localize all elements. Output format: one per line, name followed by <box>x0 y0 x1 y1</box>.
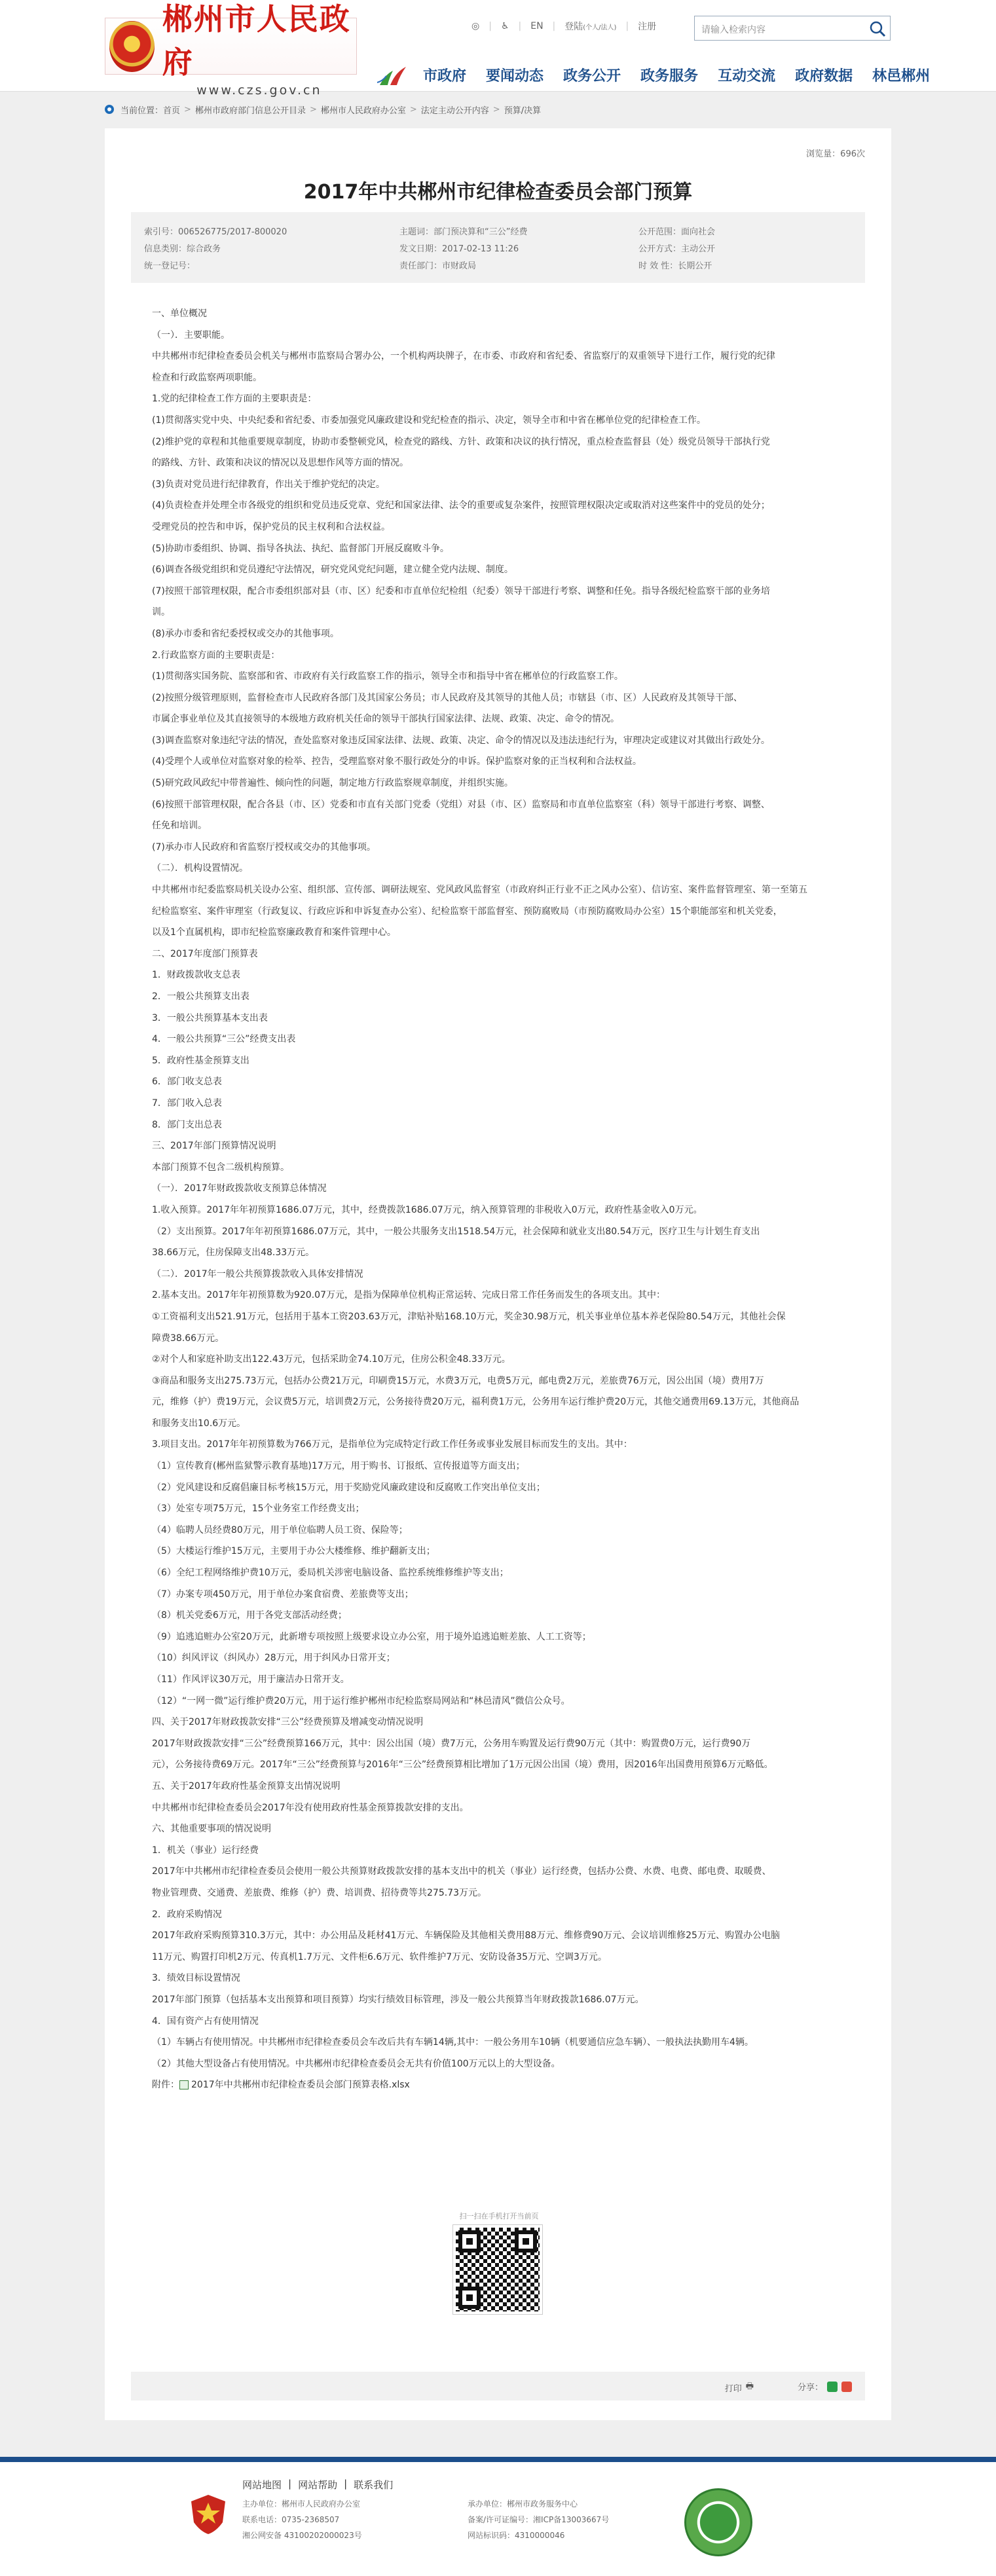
article-paragraph: 2017年部门预算（包括基本支出预算和项目预算）均实行绩效目标管理，涉及一般公共预算当年财政拨款1686.07万元。 <box>152 1994 644 2005</box>
article-paragraph: 检查和行政监察两项职能。 <box>152 372 262 383</box>
article-paragraph: 6．部门收支总表 <box>152 1076 222 1088</box>
footer-sponsor: 主办单位：郴州市人民政府办公室 <box>242 2499 361 2509</box>
article-paragraph: （9）追逃追赃办公室20万元，此新增专项按照上级要求设立办公室，用于境外追逃追赃差旅、人工工资等； <box>152 1631 591 1642</box>
article-paragraph: 的路线、方针、政策和决议的情况以及思想作风等方面的情况。 <box>152 458 409 469</box>
breadcrumb-category[interactable]: 法定主动公开内容 <box>420 105 489 116</box>
article-paragraph: 1.收入预算。2017年年初预算1686.07万元，其中，经费拨款1686.07万元，纳入预算管理的非税收入0万元，政府性基金收入0万元。 <box>152 1204 703 1215</box>
qr-caption: 扫一扫在手机打开当前页 <box>459 2212 539 2220</box>
meta-date: 发文日期：2017-02-13 11:26 <box>399 244 519 254</box>
logo-url: www.czs.gov.cn <box>196 83 322 98</box>
error-finding-certification-icon[interactable] <box>684 2488 752 2556</box>
article-paragraph: 4．一般公共预算“三公”经费支出表 <box>152 1034 296 1045</box>
nav-news[interactable]: 要闻动态 <box>486 67 544 84</box>
nav-linyi-chenzhou[interactable]: 林邑郴州 <box>872 67 931 84</box>
view-count: 浏览量：696次 <box>806 149 865 159</box>
share-bar <box>131 2372 865 2401</box>
search-input[interactable] <box>694 16 891 41</box>
article-paragraph: 1.党的纪律检查工作方面的主要职责是： <box>152 394 317 405</box>
article-paragraph: 2．一般公共预算支出表 <box>152 991 249 1002</box>
article-paragraph: 市属企事业单位及其直接领导的本级地方政府机关任命的领导干部执行国家法律、法规、政策、决定、命令的情况。 <box>152 714 619 725</box>
article-paragraph: (5)协助市委组织、协调、指导各执法、执纪、监督部门开展反腐败斗争。 <box>152 543 449 554</box>
article-paragraph: 7．部门收入总表 <box>152 1097 222 1109</box>
breadcrumb-office[interactable]: 郴州市人民政府办公室 <box>320 105 406 116</box>
article-paragraph: 2017年中共郴州市纪律检查委员会使用一般公共预算财政拨款安排的基本支出中的机关（事业）运行经费，包括办公费、水费、电费、邮电费、取暖费、 <box>152 1866 771 1877</box>
accessibility-icon[interactable]: ♿ <box>500 21 509 31</box>
nav-interaction[interactable]: 互动交流 <box>718 67 776 84</box>
logo-title: 郴州市人民政府 <box>162 1 351 80</box>
article-paragraph: 3.项目支出。2017年年初预算数为766万元，是指单位为完成特定行政工作任务或事业发展目标而发生的支出。其中： <box>152 1439 633 1450</box>
article-paragraph: 元），公务接待费69万元。2017年“三公”经费预算与2016年“三公”经费预算相比增加了1万元因公出国（境）费用，因2016年出国费用预算6万元略低。 <box>152 1759 773 1771</box>
article-paragraph: (2)维护党的章程和其他重要规章制度，协助市委整顿党风，检查党的路线、方针、政策和决议的执行情况，重点检查监督县（处）级党员领导干部执行党 <box>152 436 770 447</box>
english-link[interactable]: EN <box>530 21 544 31</box>
article-paragraph: 3．一般公共预算基本支出表 <box>152 1012 268 1023</box>
footer-links: 网站地图 | 网站帮助 | 联系我们 <box>242 2478 394 2491</box>
print-button[interactable]: 打印 🖶 <box>724 2382 754 2394</box>
meta-department: 责任部门：市财政局 <box>399 261 477 271</box>
article-paragraph: 训。 <box>152 607 170 618</box>
share-block: 分享： <box>798 2380 852 2393</box>
article-paragraph: ①工资福利支出521.91万元，包括用于基本工资203.63万元，津贴补贴168.10万元，奖金30.98万元，机关事业单位基本养老保险80.54万元，其他社会保 <box>152 1311 786 1322</box>
article-paragraph: （二）．机构设置情况。 <box>152 863 248 874</box>
article-paragraph: 本部门预算不包含二级机构预算。 <box>152 1162 289 1173</box>
footer-organizer: 承办单位：郴州市政务服务中心 <box>468 2499 578 2509</box>
article-paragraph: （8）机关党委6万元，用于各党支部活动经费； <box>152 1610 347 1621</box>
article-paragraph: 以及1个直属机构，即市纪检监察廉政教育和案件管理中心。 <box>152 927 396 938</box>
meta-method: 公开方式：主动公开 <box>638 244 716 254</box>
article-paragraph: 2017年政府采购预算310.3万元，其中：办公用品及耗材41万元、车辆保险及其他相关费用88万元、维修费90万元、会议培训维修25万元、购置办公电脑 <box>152 1930 780 1941</box>
nav-government-services[interactable]: 政务服务 <box>640 67 699 84</box>
footer-info-left <box>242 2496 362 2543</box>
article-paragraph: 5．政府性基金预算支出 <box>152 1055 249 1066</box>
login-link[interactable]: 登陆(个人/法人) <box>564 22 617 32</box>
article-paragraph: （1）宣传教育(郴州监狱警示教育基地)17万元，用于购书、订报纸、宣传报道等方面支出； <box>152 1461 525 1472</box>
breadcrumb-directory[interactable]: 郴州市政府部门信息公开目录 <box>194 105 306 116</box>
article-paragraph: 五、关于2017年政府性基金预算支出情况说明 <box>152 1780 341 1792</box>
article-paragraph: 纪检监察室、案件审理室（行政复议、行政应诉和申诉复查办公室）、纪检监察干部监督室、预防腐败局（市预防腐败局办公室）15个职能部室和机关党委， <box>152 906 783 917</box>
weibo-share-icon[interactable] <box>841 2382 852 2392</box>
article-paragraph: 8．部门支出总表 <box>152 1119 222 1130</box>
article-paragraph: (4)负责检查并处理全市各级党的组织和党员违反党章、党纪和国家法律、法令的重要或复杂案件，按照管理权限决定或取消对这些案件中的党员的处分； <box>152 500 770 511</box>
breadcrumb: 当前位置： 首页 > 郴州市政府部门信息公开目录 > 郴州市人民政府办公室 > 法定主动公开内容 > 预算/决算 <box>105 101 541 117</box>
article-paragraph: 中共郴州市纪律检查委员会2017年没有使用政府性基金预算拨款安排的支出。 <box>152 1802 469 1813</box>
article-paragraph: （12）“一网一微”运行维护费20万元，用于运行维护郴州市纪检监察局网站和“林邑清风”微信公众号。 <box>152 1695 570 1706</box>
article-paragraph: 受理党员的控告和申诉，保护党员的民主权利和合法权益。 <box>152 521 390 532</box>
article-paragraph: (8)承办市委和省纪委授权或交办的其他事项。 <box>152 628 339 639</box>
print-icon: 🖶 <box>745 2382 754 2391</box>
article-paragraph: (7)承办市人民政府和省监察厅授权或交办的其他事项。 <box>152 841 376 853</box>
main-nav <box>376 63 930 86</box>
nav-open-government[interactable]: 政务公开 <box>563 67 621 84</box>
article-paragraph: 六、其他重要事项的情况说明 <box>152 1824 271 1835</box>
article-paragraph: （2）党风建设和反腐倡廉目标考核15万元，用于奖励党风廉政建设和反腐败工作突出单位支出； <box>152 1482 545 1493</box>
article-paragraph: 1．机关（事业）运行经费 <box>152 1845 259 1856</box>
article-body <box>152 304 857 2097</box>
site-footer <box>0 2457 996 2576</box>
article-paragraph: 38.66万元，住房保障支出48.33万元。 <box>152 1247 315 1259</box>
article-paragraph: (4)受理个人或单位对监察对象的检举、控告，受理监察对象不服行政处分的申诉。保护监察对象的正当权利和合法权益。 <box>152 756 642 767</box>
article-paragraph: （2）支出预算。2017年年初预算1686.07万元，其中，一般公共服务支出1518.54万元，社会保障和就业支出80.54万元，医疗卫生与计划生育支出 <box>152 1226 760 1237</box>
attachment-row: 附件： 2017年中共郴州市纪律检查委员会部门预算表格.xlsx <box>152 2080 410 2091</box>
article-paragraph: (5)研究政风政纪中带普遍性、倾向性的问题，制定地方行政监察规章制度，并组织实施。 <box>152 778 513 789</box>
article-paragraph: (7)按照干部管理权限，配合市委组织部对县（市、区）纪委和市直单位纪检组（纪委）领导干部进行考察、调整和任免。指导各级纪检监察干部的业务培 <box>152 585 770 597</box>
article-paragraph: 2.基本支出。2017年年初预算数为920.07万元，是指为保障单位机构正常运转、完成日常工作任务而发生的各项支出。其中： <box>152 1290 665 1301</box>
national-emblem-icon <box>109 21 155 72</box>
article-paragraph: （3）处室专项75万元，15个业务室工作经费支出； <box>152 1503 365 1515</box>
nav-city-government[interactable]: 市政府 <box>423 67 467 84</box>
article-paragraph: 2.行政监察方面的主要职责是： <box>152 650 280 661</box>
article-paragraph: （1）车辆占有使用情况。中共郴州市纪律检查委员会车改后共有车辆14辆,其中：一般公务用车10辆（机要通信应急车辆）、一般执法执勤用车4辆。 <box>152 2037 754 2048</box>
article-paragraph: 2．政府采购情况 <box>152 1909 222 1920</box>
article-paragraph: （一）．主要职能。 <box>152 329 230 340</box>
article-paragraph: 物业管理费、交通费、差旅费、维修（护）费、培训费、招待费等共275.73万元。 <box>152 1887 487 1898</box>
footer-site-id: 网站标识码：4310000046 <box>468 2531 565 2540</box>
plant-decoration-icon <box>376 63 410 86</box>
article-paragraph: （一）．2017年财政拨款收支预算总体情况 <box>152 1183 327 1194</box>
footer-icp[interactable]: 备案/许可证编号：湘ICP备13003667号 <box>468 2515 610 2524</box>
article-paragraph: 障费38.66万元。 <box>152 1333 225 1344</box>
article-paragraph: （7）办案专项450万元，用于单位办案食宿费、差旅费等支出； <box>152 1589 414 1600</box>
site-logo[interactable] <box>105 1 357 98</box>
meta-keywords: 主题词：部门预决算和“三公”经费 <box>399 227 528 237</box>
site-header <box>0 0 996 98</box>
qr-code-block <box>453 2211 545 2314</box>
document-metadata <box>131 212 865 283</box>
article-paragraph: 3．绩效目标设置情况 <box>152 1973 240 1984</box>
breadcrumb-home[interactable]: 首页 <box>163 105 181 116</box>
article-paragraph: (3)负责对党员进行纪律教育，作出关于维护党纪的决定。 <box>152 479 385 490</box>
article-paragraph: (6)按照干部管理权限，配合各县（市、区）党委和市直有关部门党委（党组）对县（市、区）监察局和市直单位监察室（科）领导干部进行考察、调整、 <box>152 799 770 810</box>
article-paragraph: （5）大楼运行维护15万元，主要用于办公大楼维修、维护翻新支出； <box>152 1546 435 1557</box>
utility-links: ◎ | ♿ | EN | 登陆(个人/法人) | 注册 <box>471 21 657 32</box>
article-paragraph: 四、关于2017年财政拨款安排“三公”经费预算及增减变动情况说明 <box>152 1717 424 1728</box>
article-paragraph: 元，维修（护）费19万元，会议费5万元，培训费2万元，公务接待费20万元，福利费1万元，公务用车运行维护费20万元，其他交通费用69.13万元，其他商品 <box>152 1397 800 1408</box>
article-paragraph: ②对个人和家庭补助支出122.43万元，包括采助金74.10万元，住房公积金48.33万元。 <box>152 1354 511 1365</box>
article-paragraph: （4）临聘人员经费80万元，用于单位临聘人员工资、保险等； <box>152 1524 408 1536</box>
article-paragraph: (2)按照分级管理原则，监督检查市人民政府各部门及其国家公务员；市人民政府及其领导的其他人员；市辖县（市、区）人民政府及其领导干部、 <box>152 692 743 703</box>
article-paragraph: 中共郴州市纪律检查委员会机关与郴州市监察局合署办公，一个机构两块牌子，在市委、市政府和省纪委、省监察厅的双重领导下进行工作，履行党的纪律 <box>152 351 775 362</box>
article-paragraph: 三、2017年部门预算情况说明 <box>152 1141 276 1152</box>
register-link[interactable]: 注册 <box>638 22 657 32</box>
party-government-badge-icon[interactable] <box>190 2493 227 2535</box>
footer-help-link[interactable]: 网站帮助 <box>298 2479 338 2491</box>
meta-register-no: 统一登记号： <box>144 261 196 271</box>
qr-code-icon <box>453 2225 542 2314</box>
meta-validity: 时 效 性：长期公开 <box>638 261 712 271</box>
wechat-share-icon[interactable] <box>827 2382 838 2392</box>
article-paragraph: (1)贯彻落实党中央、中央纪委和省纪委、市委加强党风廉政建设和党纪检查的指示、决定，领导全市和中省在郴单位党的纪律检查工作。 <box>152 414 706 426</box>
article-paragraph: （10）纠风评议（纠风办）28万元，用于纠风办日常开支； <box>152 1653 396 1664</box>
nav-government-data[interactable]: 政府数据 <box>795 67 853 84</box>
article-paragraph: （二）．2017年一般公共预算拨款收入具体安排情况 <box>152 1268 363 1279</box>
footer-info-right <box>468 2496 609 2543</box>
article-paragraph: （11）作风评议30万元，用于廉洁办日常开支。 <box>152 1674 350 1685</box>
article-paragraph: 4．国有资产占有使用情况 <box>152 2015 259 2027</box>
weibo-icon[interactable]: ◎ <box>471 21 480 31</box>
article-paragraph: 1．财政拨款收支总表 <box>152 970 240 981</box>
article-paragraph: （6）全纪工程网络维护费10万元，委局机关涉密电脑设备、监控系统维修维护等支出； <box>152 1568 509 1579</box>
footer-contact-link[interactable]: 联系我们 <box>354 2479 394 2491</box>
article-paragraph: （2）其他大型设备占有使用情况。中共郴州市纪律检查委员会无共有价值100万元以上的大型设备。 <box>152 2058 561 2069</box>
article-paragraph: 和服务支出10.6万元。 <box>152 1418 246 1429</box>
article-paragraph: (3)调查监察对象违纪守法的情况，查处监察对象违反国家法律、法规、政策、决定、命令的情况以及违法违纪行为，审理决定或建议对其做出行政处分。 <box>152 735 770 746</box>
excel-file-icon <box>179 2080 189 2089</box>
attachment-link[interactable]: 2017年中共郴州市纪律检查委员会部门预算表格.xlsx <box>191 2080 410 2091</box>
meta-category: 信息类别：综合政务 <box>144 244 221 254</box>
article-paragraph: 2017年财政拨款安排“三公”经费预算166万元，其中：因公出国（境）费7万元，公务用车购置及运行费90万元（其中：购置费0万元，运行费90万 <box>152 1738 751 1749</box>
article-paragraph: (6)调查各级党组织和党员遵纪守法情况，研究党风党纪问题，建立健全党内法规、制度。 <box>152 564 513 576</box>
article-paragraph: (1)贯彻落实国务院、监察部和省、市政府有关行政监察工作的指示，领导全市和指导中省在郴单位的行政监察工作。 <box>152 671 623 682</box>
article-paragraph: 11万元、购置打印机2万元、传真机1.7万元、文件柜6.6万元、软件维护7万元、安防设备35万元、空调3万元。 <box>152 1951 607 1962</box>
page-title: 2017年中共郴州市纪律检查委员会部门预算 <box>303 181 693 204</box>
footer-phone: 联系电话：0735-2368507 <box>242 2515 340 2524</box>
article-panel <box>105 128 891 2420</box>
footer-sitemap-link[interactable]: 网站地图 <box>242 2479 282 2491</box>
meta-index-no: 索引号：006526775/2017-800020 <box>144 227 287 237</box>
article-paragraph: 任免和培训。 <box>152 820 207 832</box>
article-paragraph: 二、2017年度部门预算表 <box>152 948 258 959</box>
location-pin-icon <box>105 105 114 114</box>
article-paragraph: ③商品和服务支出275.73万元，包括办公费21万元，印刷费15万元，水费3万元，电费5万元，邮电费2万元，差旅费76万元，因公出国（境）费用7万 <box>152 1375 764 1386</box>
search-icon[interactable] <box>869 20 886 37</box>
footer-police-record[interactable]: 湘公网安备 43100202000023号 <box>242 2531 362 2540</box>
search-placeholder: 请输入检索内容 <box>701 25 765 35</box>
article-paragraph: 中共郴州市纪委监察局机关设办公室、组织部、宣传部、调研法规室、党风政风监督室（市政府纠正行业不正之风办公室）、信访室、案件监督管理室、第一至第五 <box>152 885 807 896</box>
breadcrumb-current[interactable]: 预算/决算 <box>504 105 542 116</box>
meta-scope: 公开范围：面向社会 <box>638 227 716 237</box>
article-paragraph: 一、单位概况 <box>152 308 207 319</box>
